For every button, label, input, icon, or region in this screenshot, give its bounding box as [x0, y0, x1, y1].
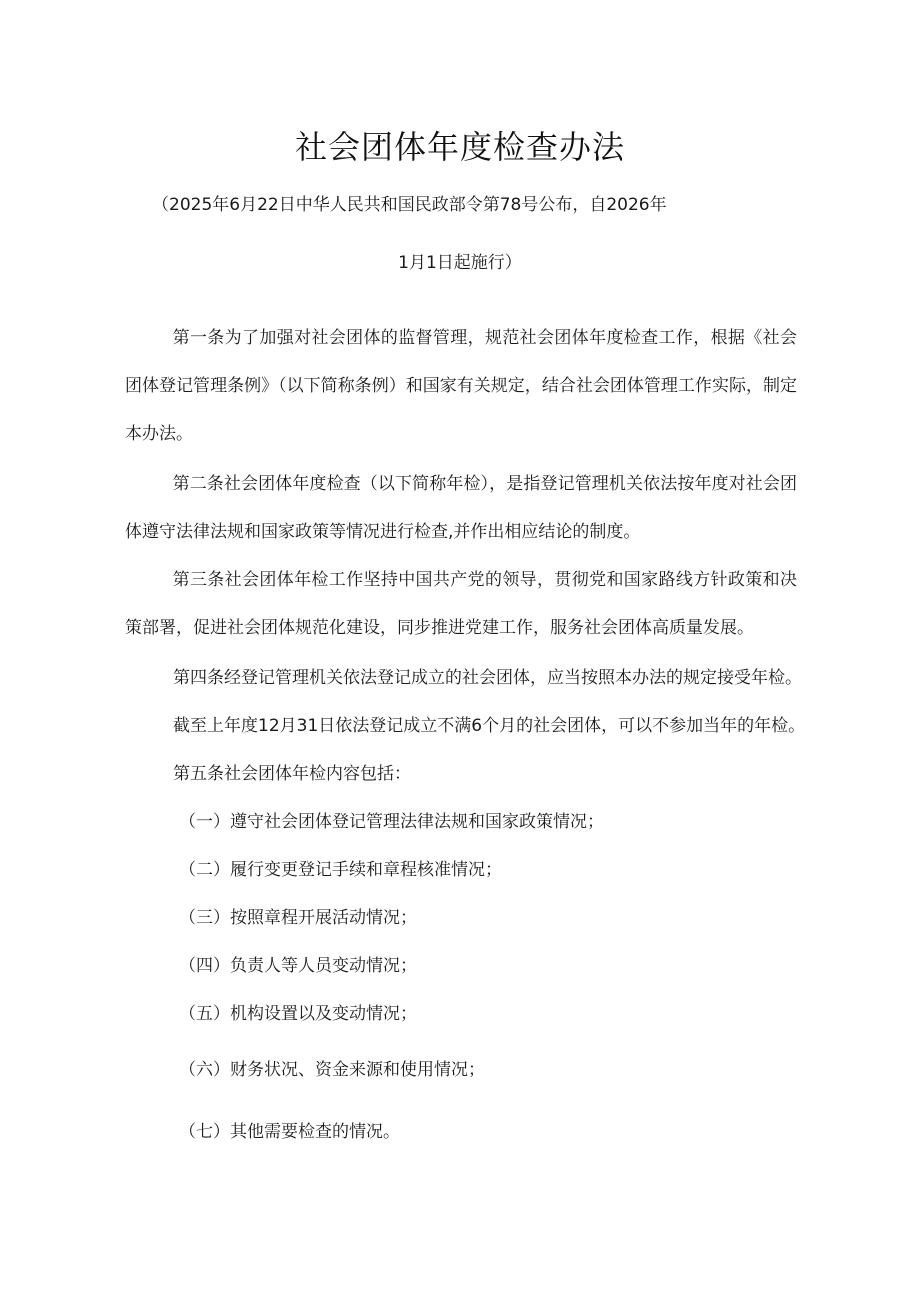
publication-note-line-1: （2025年6月22日中华人民共和国民政部令第78号公布，自2026年 — [152, 195, 667, 215]
document-title: 社会团体年度检查办法 — [294, 128, 625, 166]
article-5-item: （三）按照章程开展活动情况； — [179, 908, 417, 928]
article-5-item: （四）负责人等人员变动情况； — [179, 956, 417, 976]
article-5-item: （五）机构设置以及变动情况； — [179, 1004, 417, 1024]
article-1: 第一条为了加强对社会团体的监督管理，规范社会团体年度检查工作，根据《社会团体登记管理条例》（以下简称条例）和国家有关规定，结合社会团体管理工作实际，制定本办法。 — [125, 328, 797, 444]
article-4-line-2: 截至上年度12月31日依法登记成立不满6个月的社会团体，可以不参加当年的年检。 — [173, 716, 806, 736]
article-5-item: （一）遵守社会团体登记管理法律法规和国家政策情况； — [179, 812, 604, 832]
article-5-item: （二）履行变更登记手续和章程核准情况； — [179, 860, 502, 880]
article-5-item: （六）财务状况、资金来源和使用情况； — [179, 1060, 485, 1080]
article-2: 第二条社会团体年度检查（以下简称年检），是指登记管理机关依法按年度对社会团体遵守法律法规和国家政策等情况进行检查,并作出相应结论的制度。 — [125, 474, 797, 542]
article-3: 第三条社会团体年检工作坚持中国共产党的领导，贯彻党和国家路线方针政策和决策部署，促进社会团体规范化建设，同步推进党建工作，服务社会团体高质量发展。 — [125, 570, 797, 638]
article-4-line-1: 第四条经登记管理机关依法登记成立的社会团体，应当按照本办法的规定接受年检。 — [173, 668, 802, 688]
article-5-intro: 第五条社会团体年检内容包括： — [173, 764, 411, 784]
article-5-item: （七）其他需要检查的情况。 — [179, 1122, 400, 1142]
publication-note-line-2: 1月1日起施行） — [398, 253, 522, 273]
